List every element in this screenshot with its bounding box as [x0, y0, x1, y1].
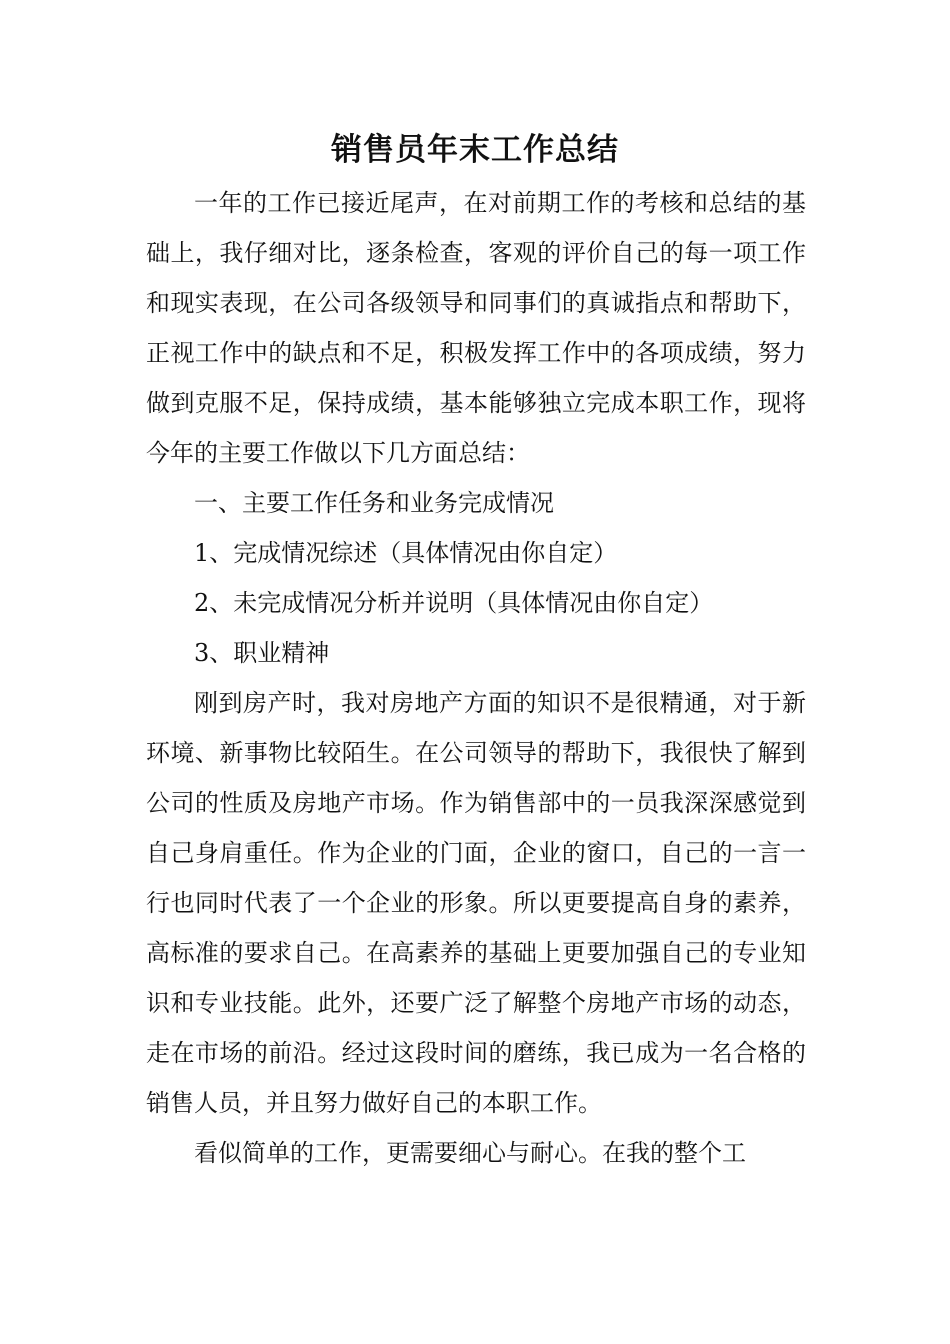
intro-paragraph: 一年的工作已接近尾声，在对前期工作的考核和总结的基础上，我仔细对比，逐条检查，客观的评价自己的每一项工作和现实表现，在公司各级领导和同事们的真诚指点和帮助下，正视工作中的缺点和不足，积极发挥工作中的各项成绩，努力做到克服不足，保持成绩，基本能够独立完成本职工作，现将今年的主要工作做以下几方面总结： [146, 189, 806, 467]
document-title: 销售员年末工作总结 [331, 132, 619, 168]
section-heading: 一、主要工作任务和业务完成情况 [194, 489, 554, 517]
continuation-paragraph: 看似简单的工作，更需要细心与耐心。在我的整个工 [194, 1139, 746, 1167]
list-item: 2、未完成情况分析并说明（具体情况由你自定） [194, 589, 714, 617]
professional-spirit-paragraph: 刚到房产时，我对房地产方面的知识不是很精通，对于新环境、新事物比较陌生。在公司领导的帮助下，我很快了解到公司的性质及房地产市场。作为销售部中的一员我深深感觉到自己身肩重任。作为企业的门面，企业的窗口，自己的一言一行也同时代表了一个企业的形象。所以更要提高自身的素养，高标准的要求自己。在高素养的基础上更要加强自己的专业知识和专业技能。此外，还要广泛了解整个房地产市场的动态，走在市场的前沿。经过这段时间的磨练，我已成为一名合格的销售人员，并且努力做好自己的本职工作。 [146, 689, 806, 1117]
list-item: 3、职业精神 [194, 639, 330, 667]
list-item: 1、完成情况综述（具体情况由你自定） [194, 539, 618, 567]
document-body [146, 178, 806, 1178]
